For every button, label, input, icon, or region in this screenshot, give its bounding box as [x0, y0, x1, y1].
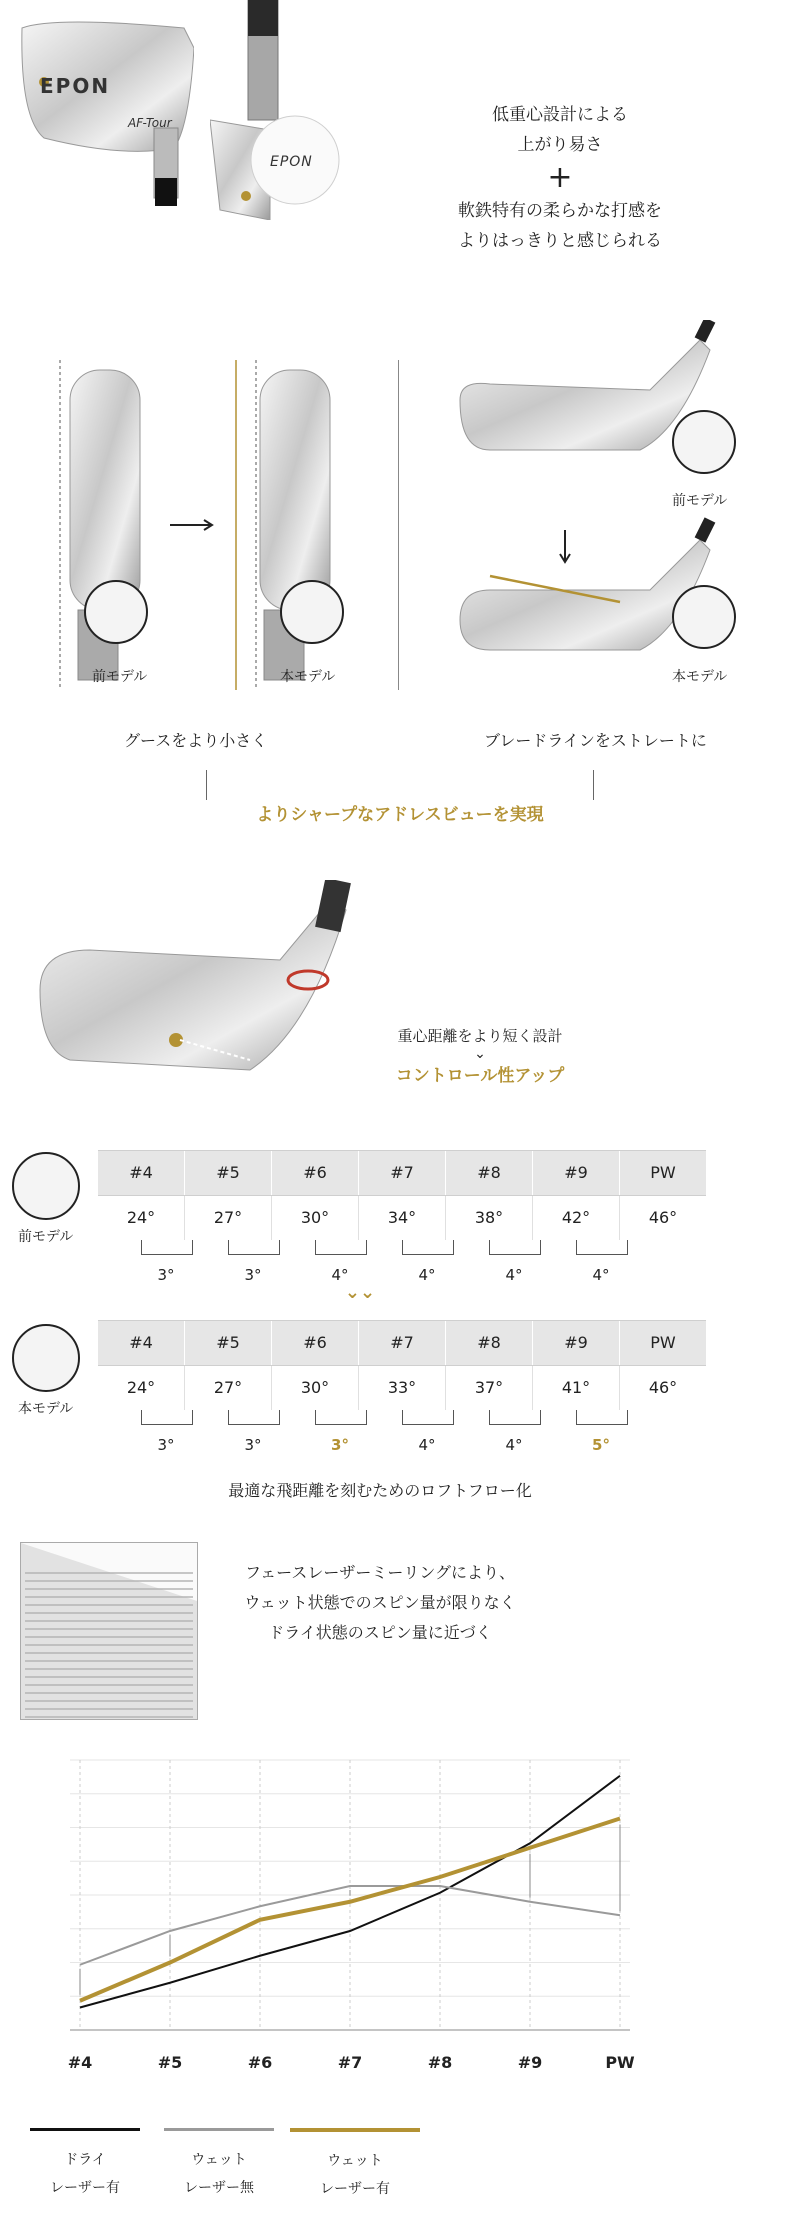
new-model-thumbnail — [280, 580, 344, 644]
loft-value-row — [98, 1196, 706, 1240]
legend-label: レーザー無 — [184, 2180, 254, 2196]
feature-line: 軟鉄特有の柔らかな打感を — [458, 201, 662, 221]
loft-gap-label: 4° — [331, 1266, 349, 1284]
loft-value-cell: 38° — [445, 1196, 532, 1240]
hero-club-image — [14, 8, 194, 208]
gap-bracket — [402, 1410, 454, 1425]
summary-text: よりシャープなアドレスビューを実現 — [200, 800, 600, 825]
gap-bracket — [228, 1240, 280, 1255]
new-model-label-right: 本モデル — [672, 669, 728, 685]
gap-bracket — [141, 1240, 193, 1255]
loft-value-cell: 24° — [126, 1208, 156, 1227]
loft-header-row — [98, 1150, 706, 1196]
legend-item — [290, 2128, 420, 2198]
x-tick-label: #4 — [67, 2053, 93, 2072]
loft-gap-label: 3° — [244, 1436, 262, 1454]
loft-header-cell: #8 — [445, 1151, 532, 1195]
loft-value-row — [98, 1366, 706, 1410]
legend-label: ウェット — [327, 2153, 383, 2169]
loft-table-new — [98, 1320, 706, 1410]
x-tick-label: #9 — [517, 2053, 543, 2072]
face-milling-image — [20, 1542, 198, 1720]
prev-model-label-right: 前モデル — [672, 493, 728, 509]
spin-chart-svg — [30, 1740, 660, 2080]
loft-value-cell: 42° — [532, 1196, 619, 1240]
loft-gap-row-prev — [98, 1240, 706, 1290]
new-model-loft-thumbnail — [12, 1324, 80, 1392]
gap-bracket — [315, 1240, 367, 1255]
laser-line: ウェット状態でのスピン量が限りなく — [244, 1593, 516, 1612]
loft-value-cell: 27° — [184, 1366, 271, 1410]
loft-header-cell: #7 — [358, 1321, 445, 1365]
loft-header-cell: #6 — [271, 1151, 358, 1195]
loft-header-cell: #4 — [129, 1163, 153, 1182]
legend-label: レーザー有 — [50, 2180, 120, 2196]
legend-swatch — [290, 2128, 420, 2132]
divider-line — [398, 360, 399, 690]
loft-gap-label: 3° — [157, 1436, 175, 1454]
loft-header-cell: #9 — [532, 1321, 619, 1365]
loft-value-cell: 33° — [358, 1366, 445, 1410]
x-tick-label: #6 — [247, 2053, 273, 2072]
gap-bracket — [489, 1240, 541, 1255]
loft-header-cell: PW — [619, 1151, 706, 1195]
loft-header-cell: #4 — [129, 1333, 153, 1352]
legend-label: ウェット — [191, 2152, 247, 2168]
legend-swatch — [164, 2128, 274, 2131]
loft-gap-label-highlight: 3° — [331, 1436, 349, 1454]
feature-line: 低重心設計による — [492, 105, 628, 125]
loft-gap-label: 4° — [592, 1266, 610, 1284]
cog-text — [370, 1024, 590, 1092]
caption-blade: ブレードラインをストレートに — [484, 731, 707, 750]
loft-header-cell: PW — [619, 1321, 706, 1365]
cog-arrow: ⌄ — [474, 1046, 486, 1062]
loft-gap-label-highlight: 5° — [592, 1436, 610, 1454]
x-tick-label: #8 — [427, 2053, 453, 2072]
legend-item — [30, 2128, 140, 2197]
legend-item — [164, 2128, 274, 2197]
gap-bracket — [576, 1410, 628, 1425]
gap-bracket — [141, 1410, 193, 1425]
loft-header-cell: #5 — [184, 1321, 271, 1365]
gap-bracket — [402, 1240, 454, 1255]
chart-legend — [30, 2128, 630, 2218]
loft-gap-label: 4° — [505, 1266, 523, 1284]
new-model-thumbnail-right — [672, 585, 736, 649]
x-tick-label: PW — [605, 2053, 635, 2072]
loft-value-cell: 34° — [358, 1196, 445, 1240]
plus-sign: + — [547, 160, 573, 195]
laser-text — [200, 1558, 560, 1648]
prev-model-loft-label: 前モデル — [18, 1229, 74, 1245]
hero-feature-text — [410, 100, 710, 256]
prev-model-label: 前モデル — [92, 669, 148, 685]
loft-value-cell: 30° — [271, 1196, 358, 1240]
gap-bracket — [576, 1240, 628, 1255]
cog-line2: コントロール性アップ — [395, 1066, 565, 1086]
loft-header-cell: #8 — [445, 1321, 532, 1365]
loft-gap-label: 4° — [505, 1436, 523, 1454]
loft-header-cell: #7 — [358, 1151, 445, 1195]
loft-value-cell: 27° — [184, 1196, 271, 1240]
gap-bracket — [315, 1410, 367, 1425]
loft-header-cell: #6 — [271, 1321, 358, 1365]
hero-ball-image — [210, 0, 340, 220]
prev-model-thumbnail-right — [672, 410, 736, 474]
loft-gap-row-new — [98, 1410, 706, 1460]
club-model-text: AF-Tour — [128, 116, 172, 130]
laser-line: ドライ状態のスピン量に近づく — [268, 1623, 492, 1642]
loft-gap-label: 4° — [418, 1266, 436, 1284]
club-logo: EPON — [40, 74, 111, 98]
loft-value-cell: 30° — [271, 1366, 358, 1410]
spin-chart — [30, 1740, 660, 2080]
loft-value-cell: 46° — [619, 1366, 706, 1410]
loft-value-cell: 41° — [532, 1366, 619, 1410]
loft-table-prev — [98, 1150, 706, 1240]
ball-logo: EPON — [270, 154, 313, 170]
caption-goose: グースをより小さく — [124, 731, 268, 750]
gap-bracket — [489, 1410, 541, 1425]
feature-line: よりはっきりと感じられる — [458, 231, 662, 251]
cog-line1: 重心距離をより短く設計 — [397, 1027, 563, 1045]
loft-header-cell: #5 — [184, 1151, 271, 1195]
loft-header-cell: #9 — [532, 1151, 619, 1195]
new-model-label: 本モデル — [280, 669, 336, 685]
prev-model-loft-thumbnail — [12, 1152, 80, 1220]
x-tick-label: #7 — [337, 2053, 363, 2072]
feature-line: 上がり易さ — [517, 135, 603, 155]
loft-gap-label: 4° — [418, 1436, 436, 1454]
laser-line: フェースレーザーミーリングにより、 — [244, 1563, 516, 1582]
legend-label: ドライ — [64, 2152, 106, 2168]
prev-model-thumbnail — [84, 580, 148, 644]
loft-gap-label: 3° — [157, 1266, 175, 1284]
loft-value-cell: 46° — [619, 1196, 706, 1240]
loft-value-cell: 24° — [126, 1378, 156, 1397]
loft-caption: 最適な飛距離を刻むためのロフトフロー化 — [228, 1481, 532, 1500]
cog-club-image — [30, 880, 360, 1080]
loft-chevron-down: ⌄⌄ — [344, 1282, 376, 1303]
new-model-loft-label: 本モデル — [18, 1401, 74, 1417]
loft-gap-label: 3° — [244, 1266, 262, 1284]
legend-label: レーザー有 — [320, 2181, 390, 2197]
loft-header-row — [98, 1320, 706, 1366]
loft-value-cell: 37° — [445, 1366, 532, 1410]
gap-bracket — [228, 1410, 280, 1425]
legend-swatch — [30, 2128, 140, 2131]
x-tick-label: #5 — [157, 2053, 183, 2072]
